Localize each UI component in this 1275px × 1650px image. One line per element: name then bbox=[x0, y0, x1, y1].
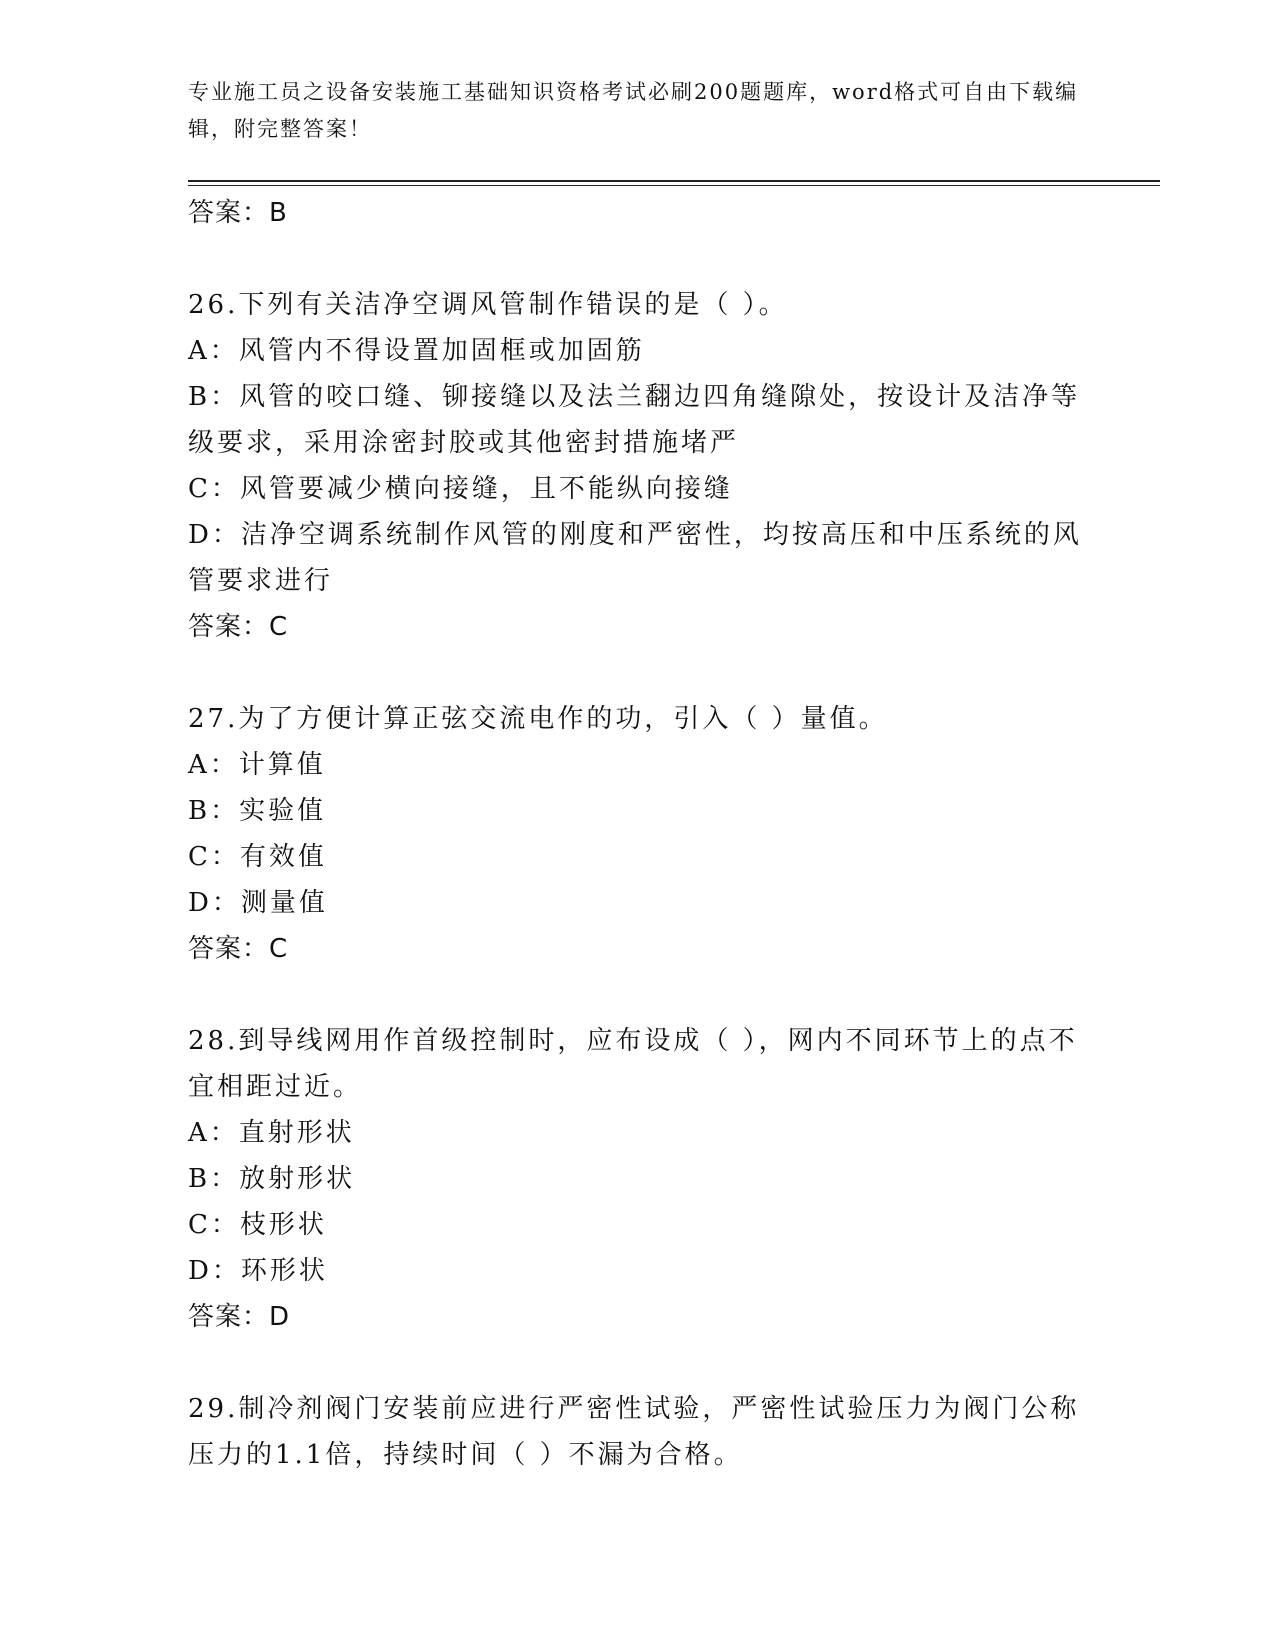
question-27 bbox=[188, 696, 1088, 972]
question-text: 28.到导线网用作首级控制时，应布设成（ ），网内不同环节上的点不宜相距过近。 bbox=[188, 1026, 1078, 1102]
questions-content bbox=[188, 188, 1088, 1478]
answer-line: 答案：C bbox=[188, 934, 289, 964]
question-26 bbox=[188, 282, 1088, 650]
option-d: D：测量值 bbox=[188, 888, 328, 918]
question-29 bbox=[188, 1386, 1088, 1478]
page-header: 专业施工员之设备安装施工基础知识资格考试必刷200题题库，word格式可自由下载编辑，附完整答案！ bbox=[188, 80, 1079, 141]
option-c: C：有效值 bbox=[188, 842, 327, 872]
option-b: B：实验值 bbox=[188, 796, 327, 826]
option-d: D：环形状 bbox=[188, 1256, 328, 1286]
answer-line: 答案：C bbox=[188, 612, 289, 642]
option-a: A：风管内不得设置加固框或加固筋 bbox=[188, 336, 645, 366]
header-rule-thin bbox=[188, 185, 1160, 186]
option-b: B：风管的咬口缝、铆接缝以及法兰翻边四角缝隙处，按设计及洁净等级要求，采用涂密封胶或其他密封措施堵严 bbox=[188, 382, 1081, 458]
option-c: C：枝形状 bbox=[188, 1210, 327, 1240]
question-text: 29.制冷剂阀门安装前应进行严密性试验，严密性试验压力为阀门公称压力的1.1倍，持续时间（ ）不漏为合格。 bbox=[188, 1394, 1080, 1470]
option-a: A：直射形状 bbox=[188, 1118, 355, 1148]
option-d: D：洁净空调系统制作风管的刚度和严密性，均按高压和中压系统的风管要求进行 bbox=[188, 520, 1082, 596]
option-a: A：计算值 bbox=[188, 750, 326, 780]
question-text: 26.下列有关洁净空调风管制作错误的是（ ）。 bbox=[188, 290, 788, 320]
answer-line: 答案：B bbox=[188, 198, 288, 228]
question-text: 27.为了方便计算正弦交流电作的功，引入（ ）量值。 bbox=[188, 704, 888, 734]
option-c: C：风管要减少横向接缝，且不能纵向接缝 bbox=[188, 474, 733, 504]
answer-line: 答案：D bbox=[188, 1302, 291, 1332]
header-rule bbox=[188, 180, 1160, 182]
option-b: B：放射形状 bbox=[188, 1164, 356, 1194]
question-28 bbox=[188, 1018, 1088, 1340]
